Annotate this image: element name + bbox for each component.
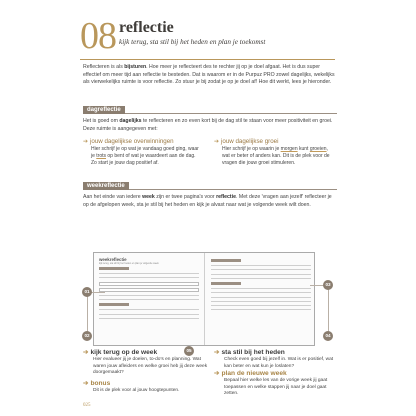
arrow-right-icon: ➔ <box>214 349 220 356</box>
spread-line <box>99 309 199 310</box>
daily-growth-underline-2: groeien <box>309 146 327 152</box>
spread-line <box>211 278 311 279</box>
marker-05: 05 <box>184 346 194 356</box>
chapter-title: reflectie <box>119 19 174 36</box>
daily-text-1: Het is goed om <box>83 118 120 124</box>
daily-section-band <box>83 106 337 114</box>
marker-01: 01 <box>82 287 92 297</box>
legend-plan <box>214 370 342 398</box>
legend-bonus-title: bonus <box>90 380 111 387</box>
spread-line <box>211 297 311 298</box>
arrow-right-icon: ➔ <box>214 370 220 377</box>
legend-present <box>214 349 342 370</box>
spread-line <box>99 273 199 274</box>
daily-section-label: dagreflectie <box>83 106 125 114</box>
spread-line <box>211 309 311 310</box>
weekly-text-2: zijn er twee pagina's voor <box>154 194 217 200</box>
daily-growth-text-m: kunt <box>297 146 310 152</box>
spread-line <box>211 288 311 289</box>
spread-line <box>99 277 199 278</box>
daily-text-2: te reflecteren en zo even kort bij de dag stil te staan voor meer positiviteit en groei. Deze ruimte is aangegeven met: <box>83 118 333 132</box>
connector-line <box>328 285 329 336</box>
daily-growth-heading <box>214 138 332 146</box>
arrow-right-icon: ➔ <box>83 380 89 387</box>
daily-growth-column <box>214 138 332 166</box>
daily-growth-title: jouw dagelijkse groei <box>221 138 279 145</box>
daily-wins-title: jouw dagelijkse overwinningen <box>90 138 174 145</box>
arrow-right-icon: ➔ <box>83 139 89 145</box>
spread-line <box>211 301 311 302</box>
spread-left-subtitle: kijk terug, sta stil bij het heden en plan je volgende week <box>99 262 159 265</box>
weekly-section-label: weekreflectie <box>83 182 129 190</box>
spread-band <box>99 303 129 306</box>
spread-band <box>99 267 129 270</box>
spread-line <box>211 265 311 266</box>
spread-line <box>99 295 199 296</box>
intro-paragraph <box>83 64 337 87</box>
legend-look-back <box>83 349 211 377</box>
spread-right-page <box>211 257 311 313</box>
daily-bold: dagelijks <box>119 118 142 124</box>
connector-line <box>87 292 88 336</box>
intro-text-2: . Hoe meer je reflecteert des te rechter jij op je doel afgaat. Het is dus super effectief om meer tijd aan reflectie te besteden. Dat is waarom er in de Purpuz PRO zowel dagelijks, wekelijks als vierwekelijks ruimte is voor reflectie. Zo stuur je bij zodat je op je doel af! Hoe dit werkt, lees je hieronder. <box>83 64 335 86</box>
spread-line <box>211 305 311 306</box>
spread-line <box>99 299 199 300</box>
daily-wins-text <box>83 146 201 166</box>
spread-left-title: weekreflectie <box>99 257 127 262</box>
spread-box <box>99 282 199 286</box>
spread-fold <box>204 253 205 345</box>
page-number: 025 <box>83 403 91 408</box>
legend-look-back-heading <box>83 349 211 357</box>
spread-box <box>99 288 199 292</box>
weekly-spread-illustration <box>93 252 315 346</box>
weekly-section-band <box>83 182 337 190</box>
legend-bonus-heading <box>83 380 211 388</box>
intro-text-1: Reflecteren is als <box>83 64 125 70</box>
legend-plan-text: Bepaal hier welke les van de vorige week jij gaat toepassen en welke stappen jij naar je doel gaat zetten. <box>224 378 328 397</box>
daily-growth-text <box>214 146 332 166</box>
header-divider <box>80 59 335 60</box>
legend-bonus-text: Dit is de plek voor al jouw hoogtepunten. <box>93 388 180 393</box>
daily-wins-text-a: Hier schrijf je op wat je vandaag goed ging, waar je <box>91 146 199 159</box>
weekly-text-3: . Met deze 'vragen aan jezelf' reflecteer je op de afgelopen week, sta je stil bij het heden en kijk je alvast naar wat je volgende week wilt doen. <box>83 194 332 208</box>
spread-line <box>211 269 311 270</box>
legend-present-text: Check even goed bij jezelf in. Wat is er positief, wat kan beter en wat kun je loslaten? <box>224 357 334 369</box>
chapter-number: 08 <box>80 15 116 57</box>
weekly-bold-2: reflectie <box>216 194 236 200</box>
marker-02: 02 <box>82 331 92 341</box>
legend-plan-title: plan de nieuwe week <box>221 370 287 377</box>
spread-band <box>211 282 241 285</box>
weekly-text-1: Aan het einde van iedere <box>83 194 143 200</box>
legend-look-back-title: kijk terug op de week <box>90 349 158 356</box>
legend-present-title: sta stil bij het heden <box>221 349 285 356</box>
daily-wins-column <box>83 138 201 166</box>
legend-present-heading <box>214 349 342 357</box>
spread-line <box>99 314 199 315</box>
spread-band <box>211 259 241 262</box>
daily-wins-underline: trots <box>96 152 107 159</box>
arrow-right-icon: ➔ <box>214 139 220 145</box>
legend-look-back-text: Hier evalueer jij je doelen, to-do's en planning. Wat waren jouw afleiders en welke groei heb jij deze week doorgemaakt? <box>93 357 208 376</box>
spread-line <box>211 292 311 293</box>
intro-bold: bijsturen <box>124 64 147 70</box>
spread-line <box>99 318 199 319</box>
spread-left-page <box>99 257 199 322</box>
spread-line <box>211 274 311 275</box>
chapter-subtitle: kijk terug, sta stil bij het heden en plan je toekomst <box>119 38 266 46</box>
daily-wins-heading <box>83 138 201 146</box>
daily-growth-underline-1: morgen <box>280 146 298 152</box>
daily-wins-text-b: op bent of wat je waardeert aan de dag. Zo start je jouw dag positief af. <box>91 152 196 166</box>
weekly-paragraph <box>83 194 337 209</box>
legend-bonus <box>83 380 211 395</box>
legend-plan-heading <box>214 370 342 378</box>
daily-paragraph <box>83 118 337 133</box>
marker-04: 04 <box>323 331 333 341</box>
arrow-right-icon: ➔ <box>83 349 89 356</box>
daily-growth-text-a: Hier schrijf je op waarin je <box>222 146 281 152</box>
marker-03: 03 <box>323 280 333 290</box>
daily-growth-text-b: , wat er beter of anders kan. Dit is de plek voor de vragen die jouw groei stimuleren. <box>222 146 330 166</box>
weekly-bold-1: week <box>142 194 155 200</box>
